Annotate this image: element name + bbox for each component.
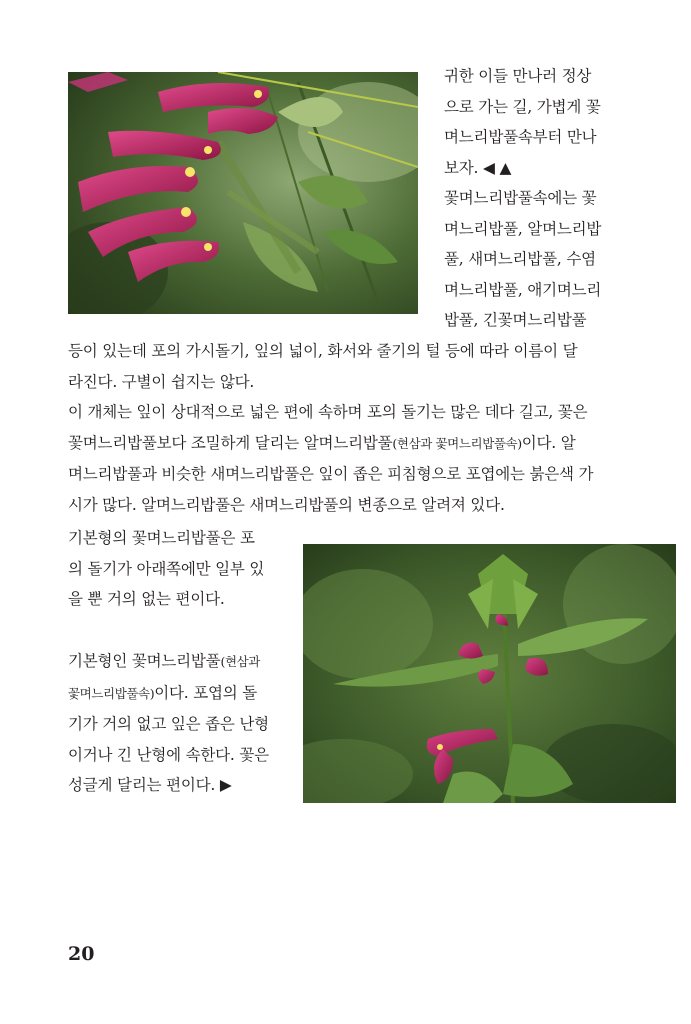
top-flower-photo xyxy=(68,72,418,314)
caption-line: 기가 거의 없고 잎은 좁은 난형 xyxy=(68,715,269,733)
intro-line: 보자. ◀ ▲ xyxy=(444,158,512,177)
intro-line: 며느리밥풀속부터 만나 xyxy=(444,128,597,146)
species-line: 등이 있는데 포의 가시돌기, 잎의 넓이, 화서와 줄기의 털 등에 따라 이름이 달 xyxy=(68,342,578,360)
species-line: 며느리밥풀, 알며느리밥 xyxy=(444,219,602,238)
page-number: 20 xyxy=(68,943,95,965)
specimen-paragraph xyxy=(68,397,624,520)
caption-line: 이거나 긴 난형에 속한다. 꽃은 xyxy=(68,745,269,764)
specimen-line: 시가 많다. 알며느리밥풀은 새며느리밥풀의 변종으로 알려져 있다. xyxy=(68,495,505,514)
species-paragraph-side xyxy=(444,183,624,336)
basic-line: 의 돌기가 아래쪽에만 일부 있 xyxy=(68,559,265,578)
basic-line: 기본형의 꽃며느리밥풀은 포 xyxy=(68,529,255,547)
specimen-text-after: 이다. 알 xyxy=(521,433,576,452)
species-paragraph-full xyxy=(68,336,624,397)
caption-text: 기본형인 꽃며느리밥풀 xyxy=(68,652,221,670)
caption-classification: (현삼과 xyxy=(220,654,260,669)
cow-wheat-flower-cluster-photo-icon xyxy=(68,72,418,314)
intro-line: 귀한 이들 만나러 정상 xyxy=(444,67,592,85)
caption-text-after: 이다. 포엽의 돌 xyxy=(154,683,258,702)
intro-paragraph xyxy=(444,61,624,183)
basic-form-paragraph xyxy=(68,523,278,615)
bottom-flower-photo xyxy=(303,544,676,803)
specimen-text: 꽃며느리밥풀보다 조밀하게 달리는 알며느리밥풀 xyxy=(68,433,393,452)
caption-line xyxy=(68,678,278,710)
species-line: 며느리밥풀, 애기며느리 xyxy=(444,280,602,299)
basic-line: 을 뿐 거의 없는 편이다. xyxy=(68,590,225,608)
specimen-line: 이 개체는 잎이 상대적으로 넓은 편에 속하며 포의 돌기는 많은 데다 길고, 꽃은 xyxy=(68,403,588,421)
caption-classification: 꽃며느리밥풀속) xyxy=(68,685,155,701)
specimen-line: 며느리밥풀과 비슷한 새며느리밥풀은 잎이 좁은 피침형으로 포엽에는 붉은색 가 xyxy=(68,465,594,483)
species-line: 꽃며느리밥풀속에는 꽃 xyxy=(444,189,597,207)
basic-form-caption xyxy=(68,646,278,801)
species-line: 라진다. 구별이 쉽지는 않다. xyxy=(68,372,255,391)
caption-line xyxy=(68,646,278,678)
species-line: 풀, 새며느리밥풀, 수염 xyxy=(444,250,596,268)
caption-line: 성글게 달리는 편이다. ▶ xyxy=(68,776,232,794)
cow-wheat-single-stem-photo-icon xyxy=(303,544,676,803)
species-line: 밥풀, 긴꽃며느리밥풀 xyxy=(444,311,587,329)
specimen-classification: (현삼과 꽃며느리밥풀속) xyxy=(392,435,522,451)
intro-line: 으로 가는 길, 가볍게 꽃 xyxy=(444,97,601,116)
specimen-line xyxy=(68,428,624,460)
